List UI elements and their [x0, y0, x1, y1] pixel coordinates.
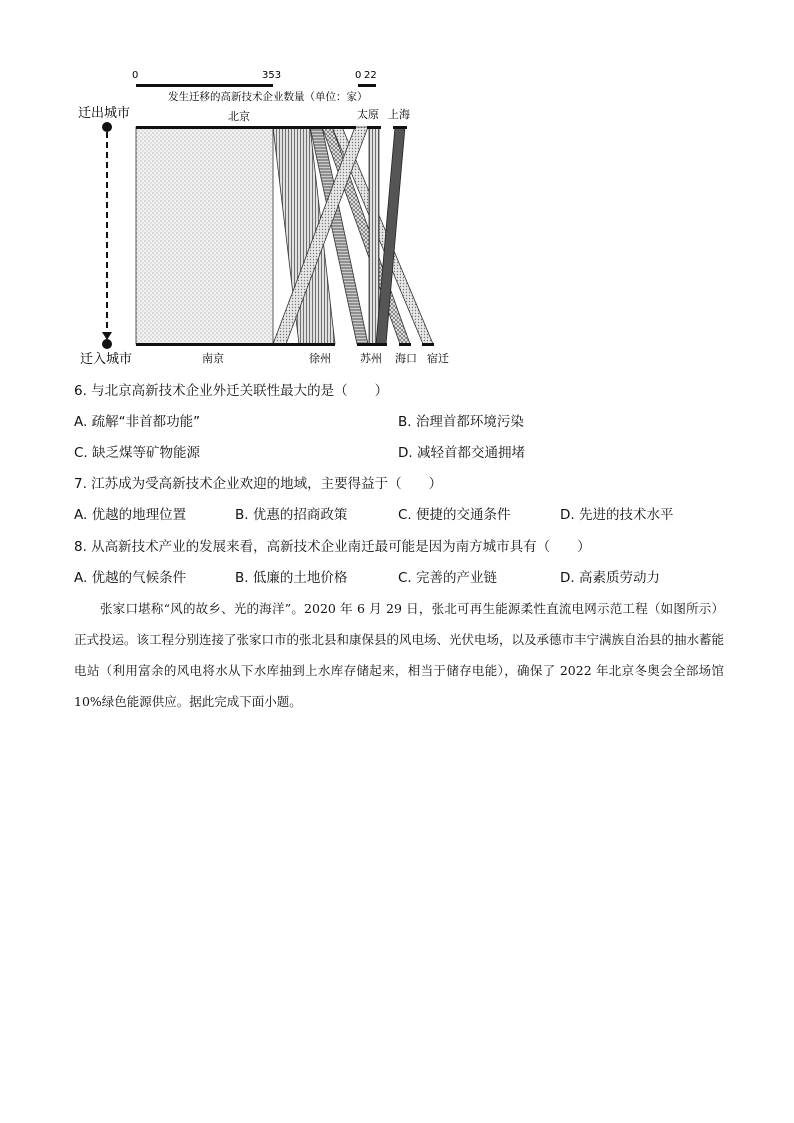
in-city-dot [102, 339, 112, 349]
scale-legend [132, 70, 377, 103]
question-6-stem: 6. 与北京高新技术企业外迁关联性最大的是（ ） [74, 383, 389, 399]
origin-beijing-label: 北京 [228, 110, 250, 123]
question-7-option-b[interactable]: B. 优惠的招商政策 [235, 507, 348, 523]
reading-passage [74, 593, 724, 717]
dest-suzhou-label: 苏州 [360, 352, 382, 365]
migration-flow-figure [0, 0, 794, 380]
question-8-option-a[interactable]: A. 优越的气候条件 [74, 570, 187, 586]
flow-bands [136, 127, 433, 344]
direction-axis [78, 105, 132, 367]
dest-nanjing-label: 南京 [202, 352, 224, 365]
scale-bar-left [136, 84, 273, 87]
question-8-option-c[interactable]: C. 完善的产业链 [398, 570, 498, 586]
origin-beijing-bar [136, 126, 356, 129]
out-city-label: 迁出城市 [78, 106, 131, 121]
question-8-option-d[interactable]: D. 高素质劳动力 [560, 570, 660, 586]
in-city-label: 迁入城市 [80, 352, 133, 367]
dest-suqian-label: 宿迁 [427, 352, 449, 365]
scale-right-min: 0 [355, 70, 362, 81]
dest-xuzhou-bar [273, 343, 335, 346]
dest-haikou-label: 海口 [395, 352, 417, 365]
origin-shanghai-bar [393, 126, 407, 129]
dest-suzhou-bar [357, 343, 387, 346]
arrow-head [102, 332, 112, 340]
scale-right-max: 22 [364, 70, 377, 81]
flow-taiyuan-suzhou [369, 127, 379, 344]
scale-left-max: 353 [262, 70, 282, 81]
dest-suqian-bar [422, 343, 434, 346]
question-7-stem: 7. 江苏成为受高新技术企业欢迎的地域，主要得益于（ ） [74, 476, 443, 492]
question-6-option-a[interactable]: A. 疏解“非首都功能” [74, 414, 201, 430]
scale-bar-right [358, 84, 376, 87]
origin-shanghai-label: 上海 [388, 108, 410, 121]
question-7-option-d[interactable]: D. 先进的技术水平 [560, 507, 674, 523]
scale-left-min: 0 [132, 70, 139, 81]
question-7-option-a[interactable]: A. 优越的地理位置 [74, 507, 187, 523]
dest-nanjing-bar [136, 343, 273, 346]
flow-beijing-nanjing [136, 127, 273, 344]
scale-caption: 发生迁移的高新技术企业数量（单位：家） [168, 91, 368, 103]
question-6-option-b[interactable]: B. 治理首都环境污染 [398, 414, 524, 430]
dest-haikou-bar [399, 343, 411, 346]
question-8-stem: 8. 从高新技术产业的发展来看，高新技术企业南迁最可能是因为南方城市具有（ ） [74, 539, 591, 555]
origin-taiyuan-label: 太原 [357, 108, 379, 121]
dest-xuzhou-label: 徐州 [309, 352, 331, 365]
question-6-option-d[interactable]: D. 减轻首都交通拥堵 [398, 445, 525, 461]
out-city-dot [102, 122, 112, 132]
question-6-option-c[interactable]: C. 缺乏煤等矿物能源 [74, 445, 201, 461]
origin-taiyuan-bar [367, 126, 381, 129]
question-8-option-b[interactable]: B. 低廉的土地价格 [235, 570, 348, 586]
question-7-option-c[interactable]: C. 便捷的交通条件 [398, 507, 511, 523]
passage-text: 张家口堪称“风的故乡、光的海洋”。2020 年 6 月 29 日，张北可再生能源柔性直流电网示范工程（如图所示）正式投运。该工程分别连接了张家口市的张北县和康保县的风电场、光伏电场，以及承德市丰宁满族自治县的抽水蓄能电站（利用富余的风电将水从下水库抽到上水库存储起来，相当于储存电能），确保了 2022 年北京冬奥会全部场馆 10%绿色能源供应。据此完成下面小题。 [74, 601, 725, 709]
